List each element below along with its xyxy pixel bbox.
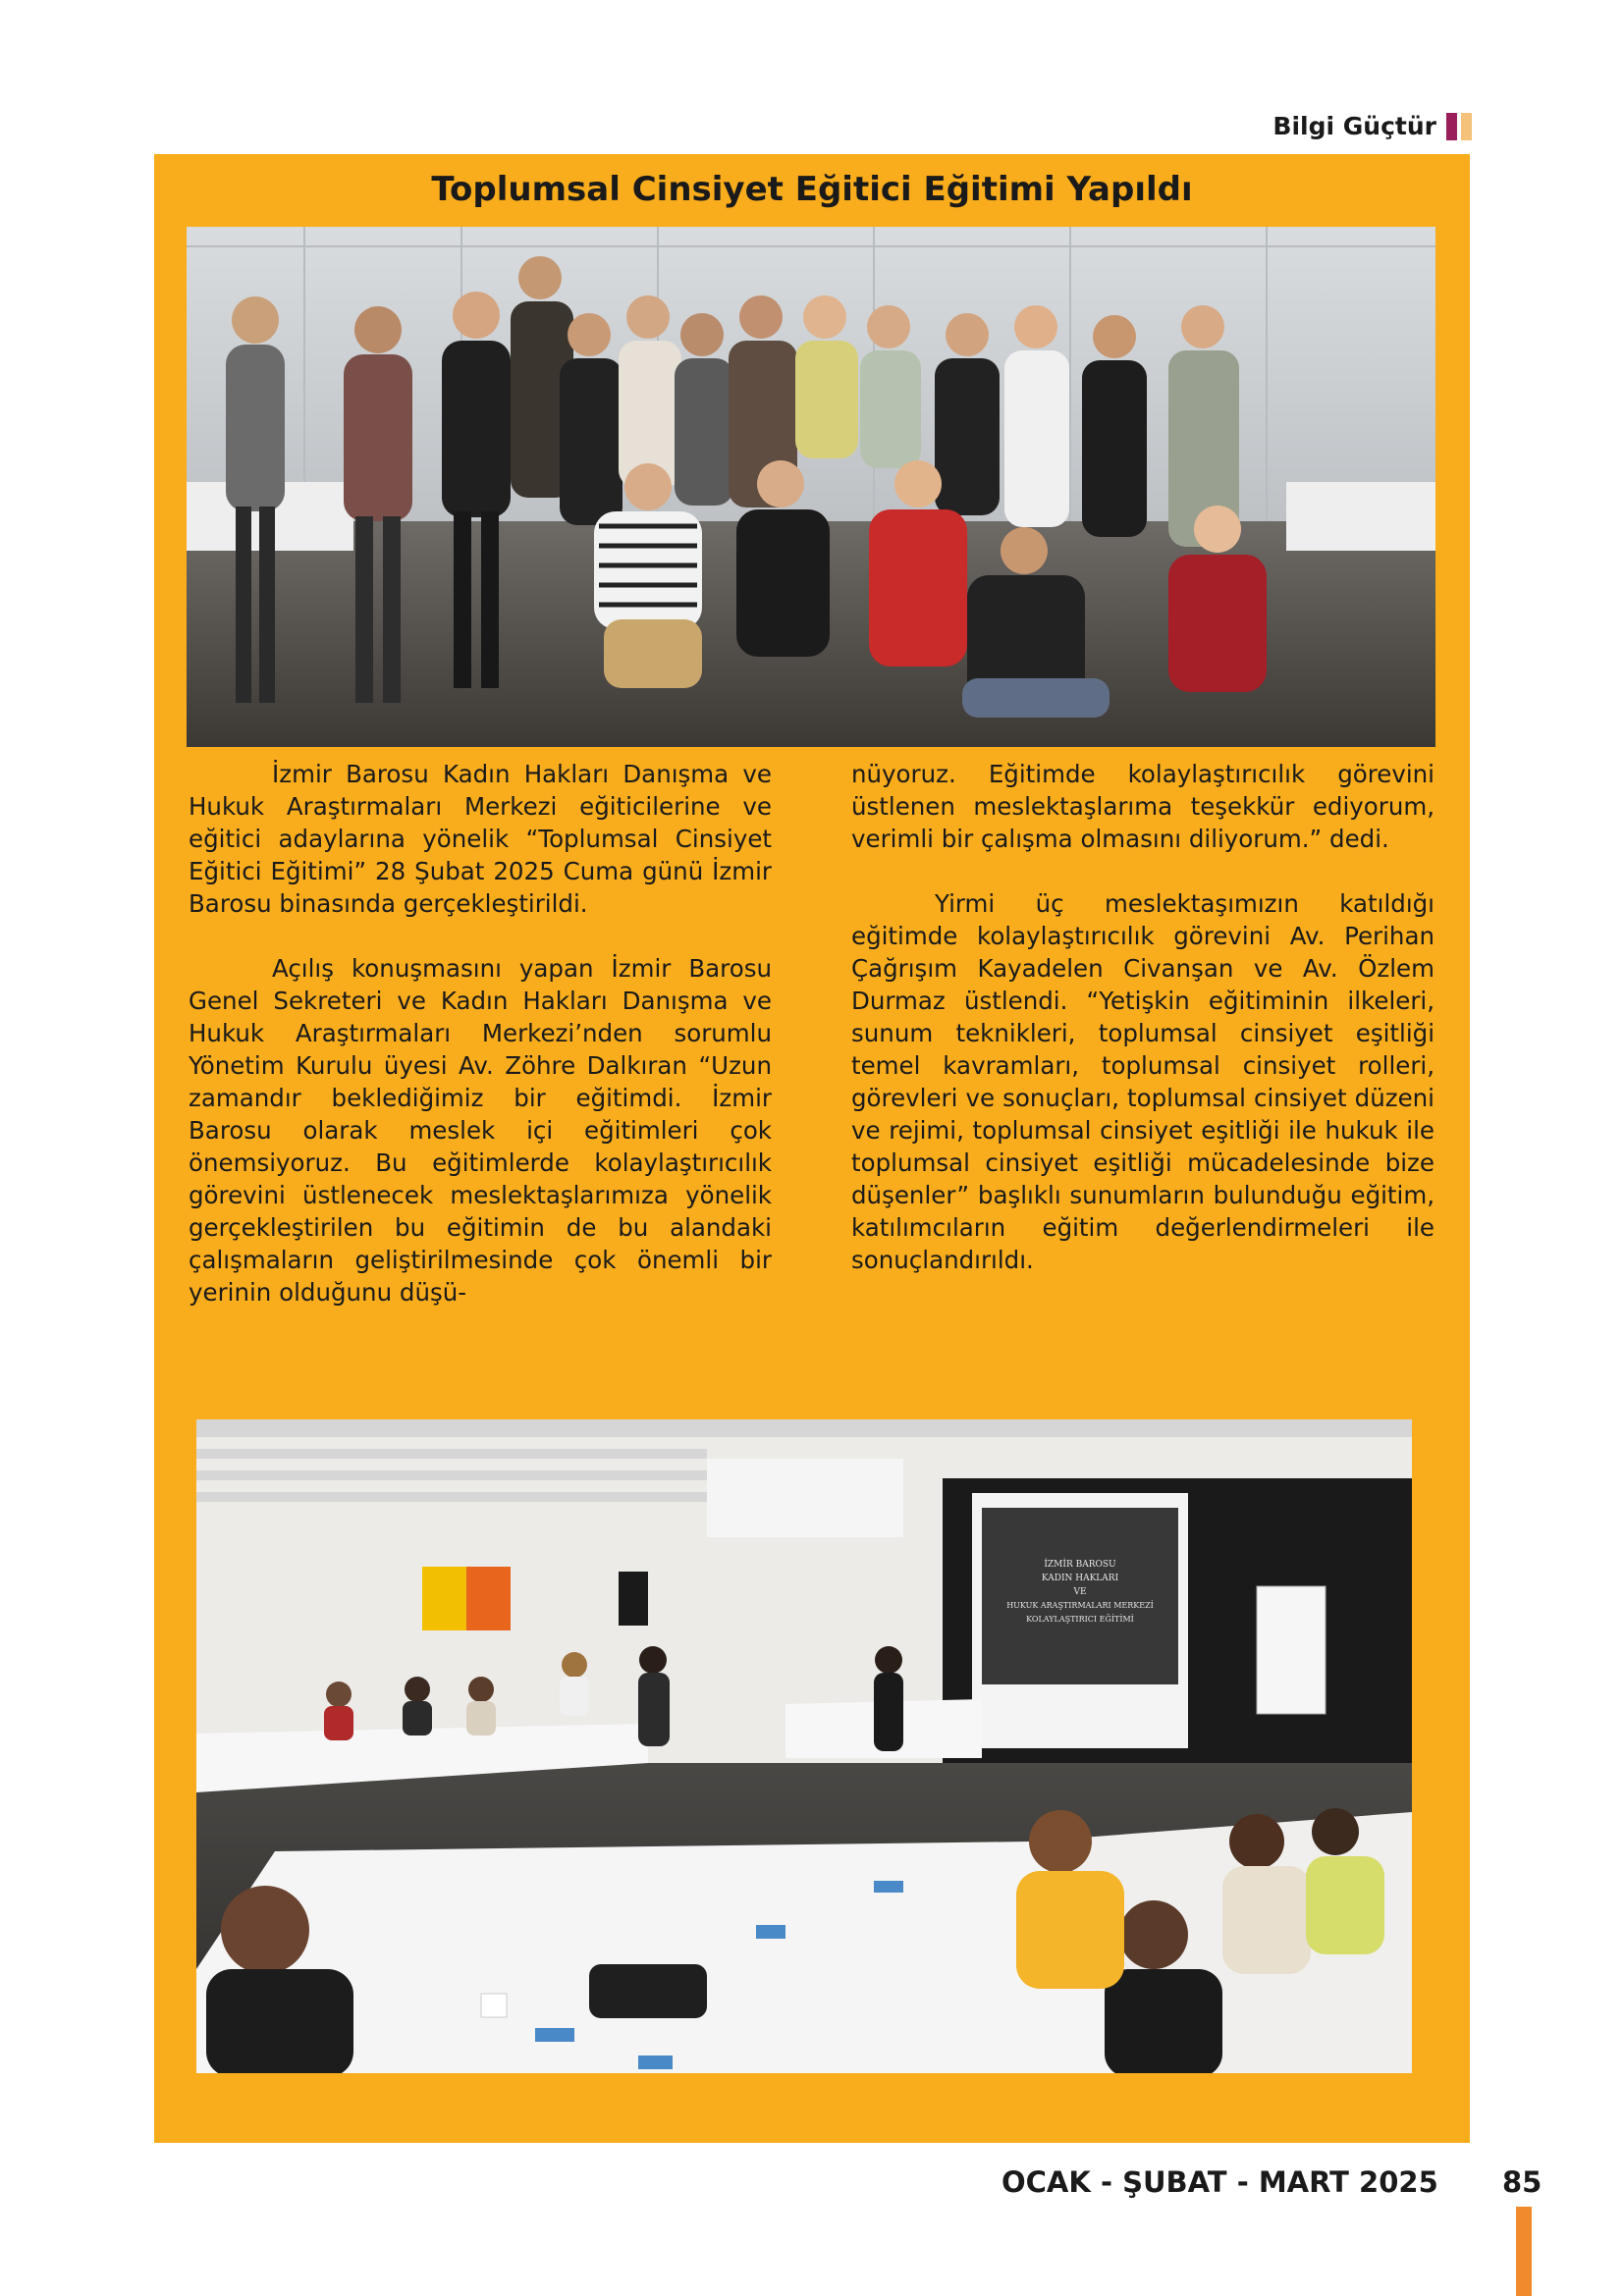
paragraph-2: Açılış konuşmasını yapan İzmir Barosu Genel Sekreteri ve Kadın Hakları Danışma ve Hukuk Araştırmaları Merkezi’nden sorumlu Yönetim Kurulu üyesi Av. Zöhre Dalkıran “Uzun zamandır beklediğimiz bir eğitimdi. İzmir Barosu olarak meslek içi eğitimleri çok önemsiyoruz. Bu eğitimlerde kolaylaştırıcılık görevini üstlenecek meslektaşlarımıza yönelik gerçekleştirilen bu eğitimin de bu alandaki çalışmaların geliştirilmesinde çok önemli bir yerinin olduğunu düşü- xyxy=(189,954,772,1307)
training-room-photo xyxy=(196,1419,1412,2073)
svg-text:İZMİR BAROSU: İZMİR BAROSU xyxy=(1044,1560,1116,1570)
svg-text:VE: VE xyxy=(1073,1587,1087,1597)
section-tag-bars xyxy=(1446,113,1472,140)
paragraph-3: nüyoruz. Eğitimde kolaylaştırıcılık görevini üstlenen meslektaşlarıma teşekkür ediyorum, verimli bir çalışma olmasını diliyorum.” dedi. xyxy=(851,760,1435,853)
text-column-right xyxy=(851,758,1435,1308)
tag-bar-peach xyxy=(1461,113,1472,140)
tag-bar-magenta xyxy=(1446,113,1457,140)
paragraph-4: Yirmi üç meslektaşımızın katıldığı eğitimde kolaylaştırıcılık görevini Av. Perihan Çağrışım Kayadelen Civanşan ve Av. Özlem Durmaz üstlendi. “Yetişkin eğitiminin ilkeleri, sunum teknikleri, toplumsal cinsiyet eşitliği temel kavramları, toplumsal cinsiyet rolleri, görevleri ve sonuçları, toplumsal cinsiyet düzeni ve rejimi, toplumsal cinsiyet eşitliği ile hukuk ile toplumsal cinsiyet eşitliği mücadelesinde bize düşenler” başlıklı sunumların bulunduğu eğitim, katılımcıların eğitim değerlendirmeleri ile sonuçlandırıldı. xyxy=(851,889,1435,1274)
section-tag xyxy=(1272,112,1472,140)
footer-accent-bar xyxy=(1516,2207,1532,2296)
text-column-left xyxy=(189,758,772,1341)
article-title: Toplumsal Cinsiyet Eğitici Eğitimi Yapıldı xyxy=(431,170,1193,209)
issue-label: OCAK - ŞUBAT - MART 2025 xyxy=(1001,2165,1438,2199)
svg-text:HUKUK ARAŞTIRMALARI MERKEZİ: HUKUK ARAŞTIRMALARI MERKEZİ xyxy=(1006,1601,1154,1610)
svg-text:KOLAYLAŞTIRICI EĞİTİMİ: KOLAYLAŞTIRICI EĞİTİMİ xyxy=(1026,1615,1134,1624)
group-photo xyxy=(187,227,1435,747)
section-label: Bilgi Güçtür xyxy=(1272,112,1436,140)
page-number: 85 xyxy=(1502,2165,1543,2199)
paragraph-1: İzmir Barosu Kadın Hakları Danışma ve Hukuk Araştırmaları Merkezi eğiticilerine ve eğitici adaylarına yönelik “Toplumsal Cinsiyet Eğitici Eğitimi” 28 Şubat 2025 Cuma günü İzmir Barosu binasında gerçekleştirildi. xyxy=(189,760,772,918)
svg-text:KADIN HAKLARI: KADIN HAKLARI xyxy=(1041,1574,1119,1583)
